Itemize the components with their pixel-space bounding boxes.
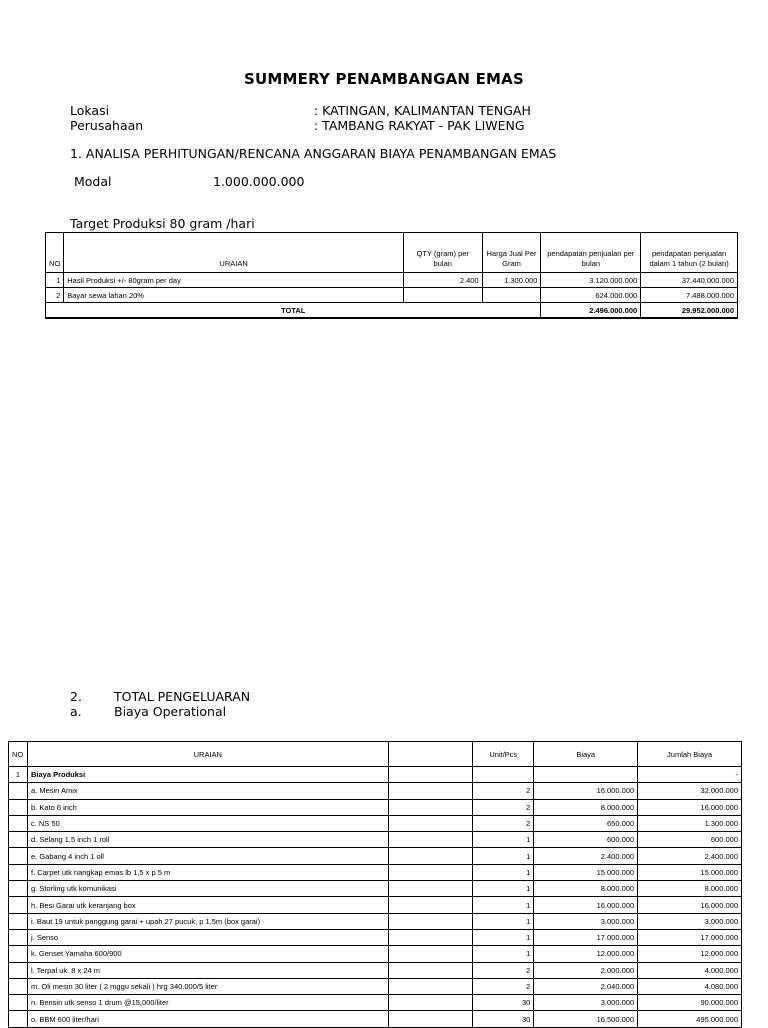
table-row xyxy=(9,946,742,962)
row-uraian: e. Gabang 4 inch 1 oll xyxy=(27,848,388,864)
row-no: 2 xyxy=(46,288,64,303)
row-jumlah: 3.000.000 xyxy=(638,913,742,929)
page-title: SUMMERY PENAMBANGAN EMAS xyxy=(244,70,524,88)
row-jumlah: 16.000.000 xyxy=(638,799,742,815)
row-uraian: g. Storling utk komunikasi xyxy=(27,881,388,897)
table-row xyxy=(9,913,742,929)
row-uraian: m. Oli mesin 30 liter ( 2 mggu sekali ) hrg 340.000/5 liter xyxy=(27,978,388,994)
row-uraian: h. Besi Garai utk keranjang box xyxy=(27,897,388,913)
row-biaya: 2.400.000 xyxy=(534,848,638,864)
table-row xyxy=(9,881,742,897)
revenue-table xyxy=(45,232,738,319)
row-pendapatan-bulan: 624.000.000 xyxy=(541,288,641,303)
row-no xyxy=(9,929,28,945)
row-unit: 1 xyxy=(473,864,534,880)
row-pendapatan-bulan: 3.120.000.000 xyxy=(541,273,641,288)
row-extra xyxy=(388,815,473,831)
total-row xyxy=(46,303,738,319)
row-biaya: 600.000 xyxy=(534,832,638,848)
row-no xyxy=(9,946,28,962)
row-extra xyxy=(388,881,473,897)
row-qty: 2.400 xyxy=(403,273,482,288)
table-row xyxy=(9,929,742,945)
row-jumlah: 32.000.000 xyxy=(638,783,742,799)
table-row xyxy=(9,783,742,799)
header-blank xyxy=(388,742,473,767)
header-harga: Harga Jual Per Gram xyxy=(482,233,541,273)
row-extra xyxy=(388,962,473,978)
row-extra xyxy=(388,946,473,962)
table-row xyxy=(9,864,742,880)
row-jumlah: 17.000.000 xyxy=(638,929,742,945)
row-jumlah: 15.000.000 xyxy=(638,864,742,880)
table-row xyxy=(9,962,742,978)
row-no xyxy=(9,848,28,864)
row-uraian: i. Baut 19 untuk panggung garai + upah 27 pucuk, p 1,5m (box garai) xyxy=(27,913,388,929)
table-row xyxy=(9,897,742,913)
row-unit: 2 xyxy=(473,962,534,978)
group-jumlah: - xyxy=(638,767,742,783)
row-uraian: n. Bensin utk senso 1 drum @15,000/liter xyxy=(27,995,388,1011)
table-row xyxy=(46,273,738,288)
row-jumlah: 4.000.000 xyxy=(638,962,742,978)
row-no xyxy=(9,864,28,880)
row-biaya: 3.000.000 xyxy=(534,913,638,929)
table-row xyxy=(9,995,742,1011)
row-biaya: 2.000.000 xyxy=(534,962,638,978)
row-uraian: k. Genset Yamaha 600/900 xyxy=(27,946,388,962)
section2a-heading: Biaya Operational xyxy=(114,704,227,719)
row-biaya: 3.000.000 xyxy=(534,995,638,1011)
row-biaya: 8.000.000 xyxy=(534,799,638,815)
row-jumlah: 90.000.000 xyxy=(638,995,742,1011)
row-uraian: f. Carpet utk nangkap emas lb 1,5 x p 5 m xyxy=(27,864,388,880)
total-pendapatan-tahun: 29.952.000.000 xyxy=(641,303,738,319)
operational-cost-table xyxy=(8,741,742,1028)
row-unit: 1 xyxy=(473,946,534,962)
row-biaya: 650.000 xyxy=(534,815,638,831)
row-no xyxy=(9,881,28,897)
row-harga xyxy=(482,288,541,303)
row-extra xyxy=(388,929,473,945)
table-row xyxy=(9,799,742,815)
row-jumlah: 12.000.000 xyxy=(638,946,742,962)
section2-heading: TOTAL PENGELUARAN xyxy=(114,689,251,704)
row-no xyxy=(9,799,28,815)
row-uraian: l. Terpal uk. 8 x 24 m xyxy=(27,962,388,978)
row-unit: 1 xyxy=(473,832,534,848)
header-qty: QTY (gram) per bulan xyxy=(403,233,482,273)
row-no xyxy=(9,815,28,831)
row-jumlah: 4.080.000 xyxy=(638,978,742,994)
row-uraian: c. NS 50 xyxy=(27,815,388,831)
total-pendapatan-bulan: 2.496.000.000 xyxy=(541,303,641,319)
table-row xyxy=(9,978,742,994)
row-unit: 1 xyxy=(473,848,534,864)
row-harga: 1.300.000 xyxy=(482,273,541,288)
row-jumlah: 600.000 xyxy=(638,832,742,848)
lokasi-value: : KATINGAN, KALIMANTAN TENGAH xyxy=(314,103,531,118)
row-unit: 2 xyxy=(473,799,534,815)
row-no xyxy=(9,783,28,799)
header-pendapatan-tahun: pendapatan penjualan dalam 1 tahun (2 bulan) xyxy=(641,233,738,273)
row-extra xyxy=(388,783,473,799)
row-extra xyxy=(388,978,473,994)
row-extra xyxy=(388,995,473,1011)
row-extra xyxy=(388,864,473,880)
row-uraian: Hasil Produksi +/- 80gram per day xyxy=(64,273,404,288)
header-uraian: URAIAN xyxy=(27,742,388,767)
row-jumlah: 8.000.000 xyxy=(638,881,742,897)
group-row xyxy=(9,767,742,783)
header-unit: Unit/Pcs xyxy=(473,742,534,767)
row-uraian: j. Senso xyxy=(27,929,388,945)
row-extra xyxy=(388,848,473,864)
row-extra xyxy=(388,913,473,929)
header-no: NO xyxy=(46,233,64,273)
section2a-letter: a. xyxy=(70,704,82,719)
row-unit: 2 xyxy=(473,978,534,994)
modal-value: 1.000.000.000 xyxy=(213,174,305,189)
group-label: Biaya Produksi xyxy=(27,767,388,783)
row-biaya: 16.000.000 xyxy=(534,783,638,799)
row-no xyxy=(9,1011,28,1027)
row-biaya: 8.000.000 xyxy=(534,881,638,897)
row-unit: 1 xyxy=(473,881,534,897)
section2-number: 2. xyxy=(70,689,82,704)
table-row xyxy=(46,288,738,303)
row-no xyxy=(9,962,28,978)
row-biaya: 16.000.000 xyxy=(534,897,638,913)
row-biaya: 12.000.000 xyxy=(534,946,638,962)
perusahaan-label: Perusahaan xyxy=(70,118,144,133)
row-unit: 1 xyxy=(473,913,534,929)
row-uraian: Bayar sewa lahan 20% xyxy=(64,288,404,303)
group-no: 1 xyxy=(9,767,28,783)
row-extra xyxy=(388,1011,473,1027)
row-unit: 2 xyxy=(473,815,534,831)
row-unit: 1 xyxy=(473,929,534,945)
table-header-row xyxy=(9,742,742,767)
row-pendapatan-tahun: 7.488.000.000 xyxy=(641,288,738,303)
header-jumlah: Jumlah Biaya xyxy=(638,742,742,767)
row-extra xyxy=(388,897,473,913)
total-label: TOTAL xyxy=(46,303,541,319)
row-no: 1 xyxy=(46,273,64,288)
row-no xyxy=(9,995,28,1011)
modal-label: Modal xyxy=(74,174,112,189)
row-qty xyxy=(403,288,482,303)
header-biaya: Biaya xyxy=(534,742,638,767)
header-uraian: URAIAN xyxy=(64,233,404,273)
row-no xyxy=(9,832,28,848)
row-biaya: 15.000.000 xyxy=(534,864,638,880)
row-no xyxy=(9,897,28,913)
row-unit: 2 xyxy=(473,783,534,799)
table-row xyxy=(9,848,742,864)
row-jumlah: 2.400.000 xyxy=(638,848,742,864)
row-no xyxy=(9,913,28,929)
target-produksi: Target Produksi 80 gram /hari xyxy=(70,216,255,231)
row-uraian: d. Selang 1,5 inch 1 roll xyxy=(27,832,388,848)
row-biaya: 2.040.000 xyxy=(534,978,638,994)
lokasi-label: Lokasi xyxy=(70,103,110,118)
row-extra xyxy=(388,832,473,848)
row-unit: 30 xyxy=(473,995,534,1011)
row-uraian: a. Mesin Amix xyxy=(27,783,388,799)
row-uraian: b. Kato 6 inch xyxy=(27,799,388,815)
cost-rows xyxy=(9,783,742,1027)
row-unit: 1 xyxy=(473,897,534,913)
header-no: NO xyxy=(9,742,28,767)
table-row xyxy=(9,815,742,831)
table-row xyxy=(9,1011,742,1027)
table-header-row xyxy=(46,233,738,273)
row-jumlah: 16.000.000 xyxy=(638,897,742,913)
header-pendapatan-bulan: pendapatan penjualan per bulan xyxy=(541,233,641,273)
row-pendapatan-tahun: 37.440.000.000 xyxy=(641,273,738,288)
row-uraian: o. BBM 600 liter/hari xyxy=(27,1011,388,1027)
row-extra xyxy=(388,799,473,815)
row-biaya: 16.500.000 xyxy=(534,1011,638,1027)
row-no xyxy=(9,978,28,994)
row-jumlah: 495.000.000 xyxy=(638,1011,742,1027)
row-jumlah: 1.300.000 xyxy=(638,815,742,831)
table-row xyxy=(9,832,742,848)
perusahaan-value: : TAMBANG RAKYAT - PAK LIWENG xyxy=(314,118,525,133)
section1-heading: 1. ANALISA PERHITUNGAN/RENCANA ANGGARAN BIAYA PENAMBANGAN EMAS xyxy=(70,146,557,161)
row-unit: 30 xyxy=(473,1011,534,1027)
row-biaya: 17.000.000 xyxy=(534,929,638,945)
